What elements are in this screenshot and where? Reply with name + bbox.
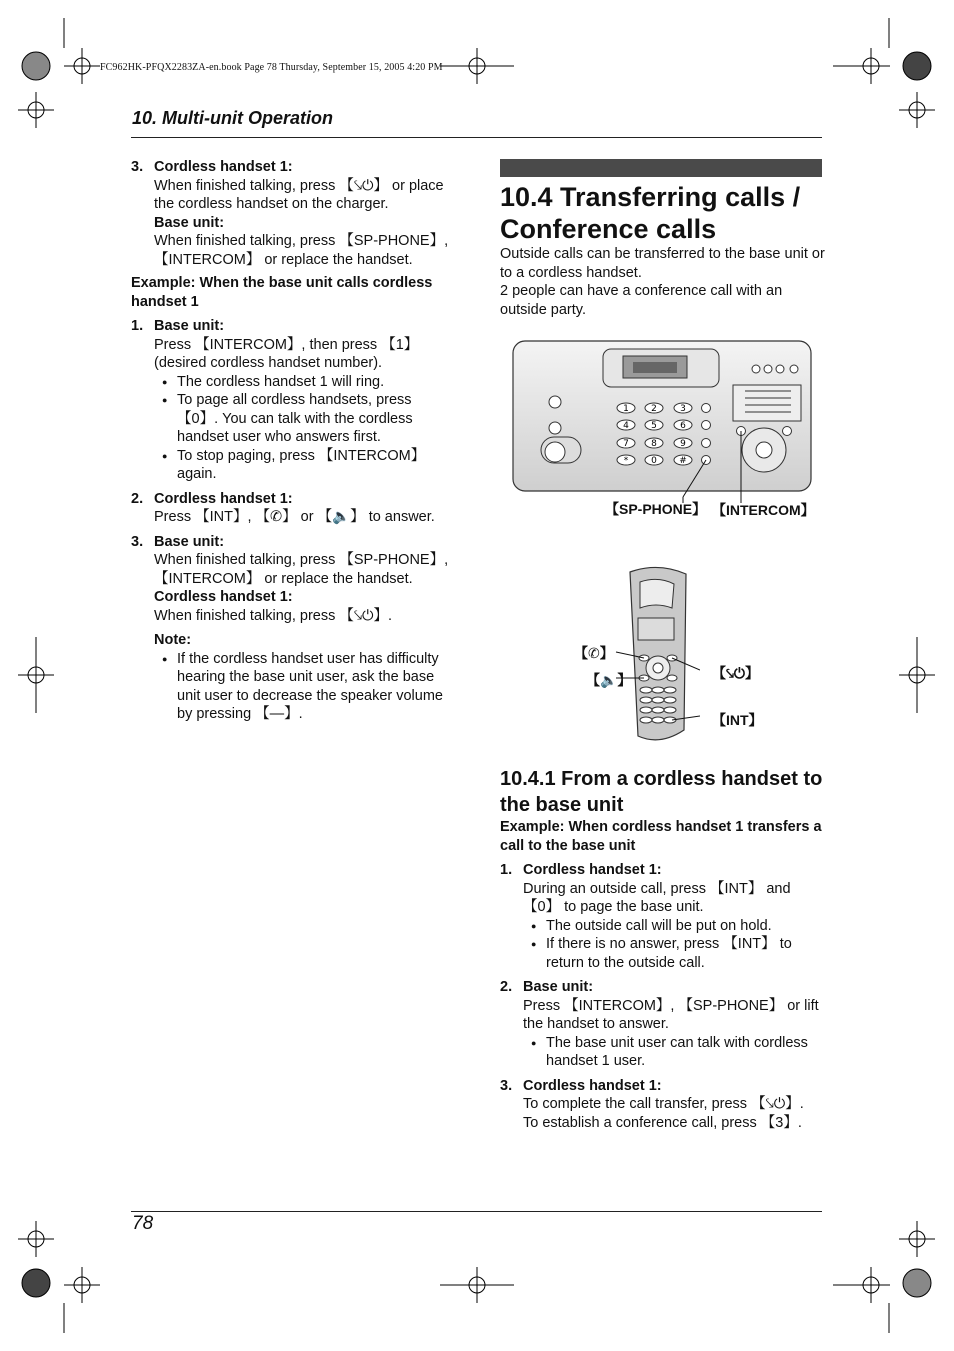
step-number: 3. [500, 1077, 513, 1094]
step-text: When finished talking, press 【⤥⏻】. [154, 607, 393, 624]
step-title: Cordless handset 1: [154, 490, 293, 507]
step-title: Cordless handset 1: [154, 159, 293, 175]
step-title: Base unit: [154, 318, 225, 334]
bullet-item: ● To stop paging, press 【INTERCOM】 again. [154, 447, 456, 484]
step-title: Cordless handset 1: [523, 1077, 662, 1094]
note [131, 631, 456, 724]
right-steps [500, 818, 825, 1132]
key-star: * [623, 456, 629, 466]
key-hash: # [679, 456, 687, 466]
step-text: Press 【INT】, 【✆】 or 【🔈】 to answer. [154, 509, 435, 525]
left-column [131, 154, 456, 724]
step-text: When finished talking, press 【SP-PHONE】, 【INTERCOM】 or replace the handset. [154, 233, 449, 268]
section-heading: 10.4 Transferring calls / Conference calls [500, 182, 801, 244]
step-text: When finished talking, press 【SP-PHONE】, 【INTERCOM】 or replace the handset. [154, 552, 449, 587]
step-number: 2. [131, 490, 144, 507]
key-8: 8 [651, 439, 657, 449]
subsection-heading: 10.4.1 From a cordless handset to the base unit [500, 768, 823, 816]
step-number: 3. [131, 533, 144, 550]
heading-bar [500, 159, 822, 177]
intercom-label: 【INTERCOM】 [712, 502, 815, 518]
example-step-3 [131, 533, 456, 626]
bullet-item: ● The base unit user can talk with cordless handset 1 user. [523, 1034, 825, 1071]
section-title: 10. Multi-unit Operation [132, 108, 333, 128]
key-4: 4 [623, 421, 629, 431]
step-text: Press 【INTERCOM】, then press 【1】 (desired cordless handset number). [154, 336, 419, 371]
base-unit-illustration [505, 335, 820, 525]
step-text: During an outside call, press 【INT】 and 【0】 to page the base unit. [523, 880, 791, 915]
key-7: 7 [623, 439, 629, 449]
off-button-label: 【⤥⏻】 [712, 665, 759, 681]
step-3 [131, 158, 456, 269]
sp-phone-label: 【SP-PHONE】 [605, 501, 707, 517]
transfer-step-1 [500, 861, 825, 972]
step-number: 1. [131, 318, 144, 334]
intro-text: 2 people can have a conference call with an outside party. [500, 283, 783, 318]
step-title: Base unit: [523, 979, 594, 995]
key-9: 9 [680, 439, 686, 449]
note-title: Note: [154, 632, 192, 648]
step-text: Press 【INTERCOM】, 【SP-PHONE】 or lift the handset to answer. [523, 997, 819, 1032]
key-1: 1 [623, 404, 629, 414]
step-text: To complete the call transfer, press 【⤥⏻】. [523, 1096, 804, 1112]
footer-rule [131, 1211, 822, 1212]
example-title: Example: When cordless handset 1 transfers a call to the base unit [500, 819, 822, 854]
step-title: Base unit: [154, 533, 225, 550]
step-number: 1. [500, 862, 513, 878]
step-number: 2. [500, 979, 513, 995]
step-text: To establish a conference call, press 【3】. [523, 1114, 802, 1131]
speaker-button-label: 【🔈】 [586, 672, 632, 688]
step-subtitle: Base unit: [154, 214, 225, 231]
file-info: FC962HK-PFQX2283ZA-en.book Page 78 Thursday, September 15, 2005 4:20 PM [100, 62, 443, 73]
page-number: 78 [132, 1213, 154, 1234]
handset-illustration [600, 560, 700, 745]
example-title: Example: When the base unit calls cordless handset 1 [131, 275, 433, 310]
step-title: Cordless handset 1: [523, 862, 662, 878]
step-text: When finished talking, press 【⤥⏻】 or place the cordless handset on the charger. [154, 177, 444, 212]
key-0: 0 [651, 456, 657, 466]
bullet-item: ● The cordless handset 1 will ring. [154, 373, 456, 392]
key-3: 3 [680, 404, 686, 414]
intro-text: Outside calls can be transferred to the base unit or to a cordless handset. [500, 246, 825, 281]
bullet-item: ● If there is no answer, press 【INT】 to return to the outside call. [523, 935, 825, 972]
note-bullet: ● If the cordless handset user has difficulty hearing the base unit user, ask the base unit user to decrease the speaker volume by pressing 【—】. [154, 650, 456, 724]
key-2: 2 [651, 404, 657, 414]
transfer-step-3 [500, 1077, 825, 1133]
bullet-item: ● To page all cordless handsets, press 【0】. You can talk with the cordless handset user who answers first. [154, 391, 456, 447]
step-subtitle: Cordless handset 1: [154, 589, 293, 605]
key-5: 5 [651, 421, 657, 431]
example-step-1 [131, 317, 456, 484]
int-button-label: 【INT】 [712, 712, 763, 728]
bullet-item: ● The outside call will be put on hold. [523, 917, 825, 936]
talk-button-label: 【✆】 [574, 645, 614, 661]
key-6: 6 [680, 421, 686, 431]
step-number: 3. [131, 159, 144, 175]
example-step-2 [131, 490, 456, 527]
intro [500, 245, 825, 319]
header-rule [131, 137, 822, 138]
transfer-step-2 [500, 978, 825, 1071]
